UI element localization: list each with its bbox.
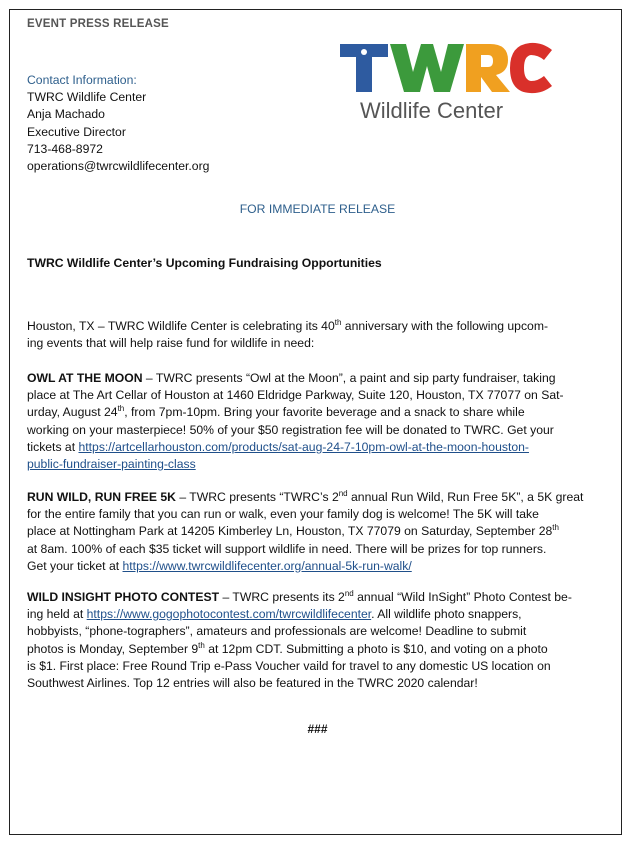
immediate-release-label: FOR IMMEDIATE RELEASE xyxy=(239,202,396,216)
run-ticket-link[interactable]: https://www.twrcwildlifecenter.org/annual-5k-run-walk/ xyxy=(122,558,412,573)
twrc-logo xyxy=(338,36,554,126)
superscript: nd xyxy=(338,488,348,498)
photo-text: is $1. First place: Free Round Trip e-Pass Voucher vaild for travel to any domestic US location on xyxy=(27,658,551,673)
intro-text: anniversary with the following upcom- xyxy=(341,319,549,333)
run-text: for the entire family that you can run or walk, even your family dog is welcome! The 5K will take xyxy=(27,507,539,522)
superscript: nd xyxy=(344,588,354,598)
owl-text: working on your masterpiece! 50% of your $50 registration fee will be donated to TWRC. Get your xyxy=(27,422,554,437)
owl-text: , from 7pm-10pm. Bring your favorite beverage and a snack to share while xyxy=(124,405,525,420)
photo-text: – TWRC presents its 2 xyxy=(219,590,345,604)
contact-organization: TWRC Wildlife Center xyxy=(27,90,147,105)
headline: TWRC Wildlife Center’s Upcoming Fundraising Opportunities xyxy=(27,256,382,270)
contact-person: Anja Machado xyxy=(27,107,105,122)
run-text: annual Run Wild, Run Free 5K”, a 5K great xyxy=(347,490,584,504)
end-mark: ### xyxy=(307,722,328,736)
logo-subtitle: Wildlife Center xyxy=(360,98,504,123)
superscript: th xyxy=(552,523,559,533)
contact-title: Contact Information: xyxy=(27,73,137,87)
owl-title: OWL AT THE MOON xyxy=(27,371,143,385)
photo-title: WILD INSIGHT PHOTO CONTEST xyxy=(27,590,220,604)
intro-text: Houston, TX – TWRC Wildlife Center is celebrating its 40 xyxy=(27,319,335,333)
run-text: place at Nottingham Park at 14205 Kimberley Ln, Houston, TX 77079 on Saturday, September 28 xyxy=(27,524,553,539)
owl-text: urday, August 24 xyxy=(27,405,118,420)
photo-text: annual “Wild InSight” Photo Contest be- xyxy=(353,590,572,604)
intro-text: ing events that will help raise fund for wildlife in need: xyxy=(27,336,315,351)
contact-phone: 713-468-8972 xyxy=(27,141,103,156)
run-text: at 8am. 100% of each $35 ticket will support wildlife in need. There will be prizes for top runners. xyxy=(27,541,547,556)
owl-ticket-link[interactable]: https://artcellarhouston.com/products/sat-aug-24-7-10pm-owl-at-the-moon-houston- xyxy=(78,439,529,454)
owl-text: place at The Art Cellar of Houston at 1460 Eldridge Parkway, Suite 120, Houston, TX 77077 on Sat- xyxy=(27,388,564,403)
contact-block xyxy=(27,72,209,175)
photo-paragraph xyxy=(27,589,587,692)
superscript: th xyxy=(198,640,205,650)
run-text: – TWRC presents “TWRC’s 2 xyxy=(175,490,339,504)
logo-letter-w xyxy=(390,44,464,92)
photo-text: ing held at xyxy=(27,607,87,622)
owl-text: tickets at xyxy=(27,439,79,454)
superscript: th xyxy=(117,404,125,414)
contact-role: Executive Director xyxy=(27,124,126,139)
contact-email: operations@twrcwildlifecenter.org xyxy=(27,159,210,174)
photo-contest-link[interactable]: https://www.gogophotocontest.com/twrcwildlifecenter xyxy=(86,607,372,622)
photo-text: at 12pm CDT. Submitting a photo is $10, and voting on a photo xyxy=(204,641,548,656)
superscript: th xyxy=(334,317,342,327)
logo-letter-c xyxy=(510,43,552,93)
owl-text: – TWRC presents “Owl at the Moon”, a paint and sip party fundraiser, taking xyxy=(142,371,556,385)
owl-paragraph xyxy=(27,370,587,473)
run-text: Get your ticket at xyxy=(27,558,123,573)
photo-text: . All wildlife photo snappers, xyxy=(371,607,522,622)
photo-text: photos is Monday, September 9 xyxy=(27,641,199,656)
intro-paragraph xyxy=(27,318,587,352)
header-label: EVENT PRESS RELEASE xyxy=(27,18,169,30)
run-title: RUN WILD, RUN FREE 5K xyxy=(27,490,176,504)
logo-letter-t xyxy=(340,44,388,92)
owl-ticket-link-continued[interactable]: public-fundraiser-painting-class xyxy=(27,457,196,472)
logo-letter-r xyxy=(466,44,510,92)
photo-text: hobbyists, “phone-tographers”, amateurs and professionals are welcome! Deadline to submit xyxy=(27,624,527,639)
run-paragraph xyxy=(27,489,587,575)
photo-text: Southwest Airlines. Top 12 entries will also be featured in the TWRC 2020 calendar! xyxy=(27,676,478,691)
